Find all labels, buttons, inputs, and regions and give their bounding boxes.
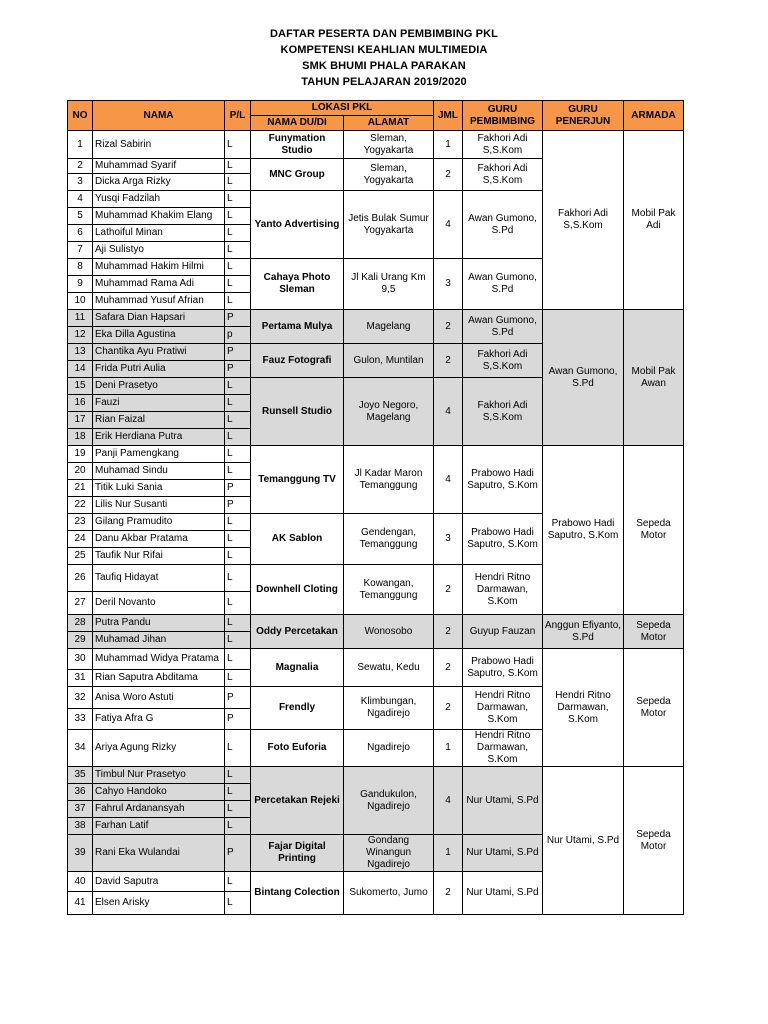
student-name: Muhammad Rama Adi: [93, 276, 225, 293]
header-jml: JML: [434, 101, 463, 131]
company-name: Cahaya Photo Sleman: [251, 259, 344, 310]
student-name: Muhammad Hakim Hilmi: [93, 259, 225, 276]
gender-cell: P: [225, 361, 251, 378]
header-alamat: ALAMAT: [344, 116, 434, 131]
row-number: 23: [68, 514, 93, 531]
company-name: Percetakan Rejeki: [251, 767, 344, 835]
student-name: Timbul Nur Prasetyo: [93, 767, 225, 784]
row-number: 16: [68, 395, 93, 412]
row-number: 26: [68, 565, 93, 592]
student-name: Taufiq Hidayat: [93, 565, 225, 592]
student-name: Yusqi Fadzilah: [93, 191, 225, 208]
field-teacher: Prabowo Hadi Saputro, S.Kom: [543, 446, 624, 615]
student-name: Erik Herdiana Putra: [93, 429, 225, 446]
company-address: Jl Kali Urang Km 9,5: [344, 259, 434, 310]
gender-cell: L: [225, 191, 251, 208]
header-no: NO: [68, 101, 93, 131]
vehicle-cell: Sepeda Motor: [624, 649, 684, 767]
row-number: 2: [68, 159, 93, 174]
title-line-2: KOMPETENSI KEAHLIAN MULTIMEDIA: [280, 44, 488, 56]
student-name: Anisa Woro Astuti: [93, 687, 225, 709]
company-name: Foto Euforia: [251, 730, 344, 767]
gender-cell: P: [225, 310, 251, 327]
student-name: Gilang Pramudito: [93, 514, 225, 531]
row-number: 9: [68, 276, 93, 293]
supervisor-name: Hendri Ritno Darmawan, S.Kom: [463, 687, 543, 730]
gender-cell: L: [225, 784, 251, 801]
student-name: Putra Pandu: [93, 615, 225, 632]
student-count: 2: [434, 687, 463, 730]
company-name: Magnalia: [251, 649, 344, 687]
student-count: 2: [434, 565, 463, 615]
gender-cell: L: [225, 649, 251, 670]
vehicle-cell: Mobil Pak Adi: [624, 131, 684, 310]
gender-cell: L: [225, 767, 251, 784]
company-address: Sukomerto, Jumo: [344, 872, 434, 915]
row-number: 32: [68, 687, 93, 709]
company-address: Gulon, Muntilan: [344, 344, 434, 378]
company-address: Gondang Winangun Ngadirejo: [344, 835, 434, 872]
field-teacher: Hendri Ritno Darmawan, S.Kom: [543, 649, 624, 767]
student-name: Elsen Arisky: [93, 892, 225, 915]
student-name: Safara Dian Hapsari: [93, 310, 225, 327]
row-number: 20: [68, 463, 93, 480]
supervisor-name: Hendri Ritno Darmawan, S.Kom: [463, 565, 543, 615]
student-name: Panji Pamengkang: [93, 446, 225, 463]
gender-cell: L: [225, 514, 251, 531]
gender-cell: L: [225, 818, 251, 835]
gender-cell: L: [225, 174, 251, 191]
row-number: 34: [68, 730, 93, 767]
gender-cell: L: [225, 131, 251, 159]
row-number: 4: [68, 191, 93, 208]
title-line-1: DAFTAR PESERTA DAN PEMBIMBING PKL: [270, 28, 498, 40]
gender-cell: L: [225, 632, 251, 649]
field-teacher: Nur Utami, S.Pd: [543, 767, 624, 915]
vehicle-cell: Sepeda Motor: [624, 767, 684, 915]
table-row: [68, 310, 684, 327]
row-number: 17: [68, 412, 93, 429]
row-number: 7: [68, 242, 93, 259]
company-address: Kowangan, Temanggung: [344, 565, 434, 615]
company-address: Ngadirejo: [344, 730, 434, 767]
student-name: Titik Luki Sania: [93, 480, 225, 497]
row-number: 40: [68, 872, 93, 892]
row-number: 18: [68, 429, 93, 446]
student-count: 4: [434, 767, 463, 835]
student-count: 2: [434, 615, 463, 649]
gender-cell: L: [225, 463, 251, 480]
row-number: 36: [68, 784, 93, 801]
table-row: [68, 649, 684, 670]
student-name: Rani Eka Wulandai: [93, 835, 225, 872]
field-teacher: Anggun Efiyanto, S.Pd: [543, 615, 624, 649]
header-guru-pembimbing: GURU PEMBIMBING: [463, 101, 543, 131]
student-name: Farhan Latif: [93, 818, 225, 835]
supervisor-name: Fakhori Adi S,S.Kom: [463, 131, 543, 159]
company-name: Pertama Mulya: [251, 310, 344, 344]
title-line-4: TAHUN PELAJARAN 2019/2020: [301, 76, 467, 88]
student-count: 1: [434, 835, 463, 872]
gender-cell: P: [225, 480, 251, 497]
participants-table: [67, 100, 684, 915]
supervisor-name: Awan Gumono, S.Pd: [463, 310, 543, 344]
student-name: Muhammad Yusuf Afrian: [93, 293, 225, 310]
document-title: [0, 26, 768, 90]
title-line-3: SMK BHUMI PHALA PARAKAN: [302, 60, 466, 72]
company-address: Jl Kadar Maron Temanggung: [344, 446, 434, 514]
row-number: 1: [68, 131, 93, 159]
row-number: 13: [68, 344, 93, 361]
student-count: 4: [434, 378, 463, 446]
company-name: Temanggung TV: [251, 446, 344, 514]
supervisor-name: Prabowo Hadi Saputro, S.Kom: [463, 649, 543, 687]
row-number: 39: [68, 835, 93, 872]
company-address: Gendengan, Temanggung: [344, 514, 434, 565]
gender-cell: L: [225, 242, 251, 259]
vehicle-cell: Sepeda Motor: [624, 615, 684, 649]
row-number: 38: [68, 818, 93, 835]
row-number: 41: [68, 892, 93, 915]
supervisor-name: Prabowo Hadi Saputro, S.Kom: [463, 446, 543, 514]
gender-cell: L: [225, 872, 251, 892]
company-address: Sleman, Yogyakarta: [344, 131, 434, 159]
supervisor-name: Nur Utami, S.Pd: [463, 767, 543, 835]
company-address: Sewatu, Kedu: [344, 649, 434, 687]
supervisor-name: Prabowo Hadi Saputro, S.Kom: [463, 514, 543, 565]
gender-cell: L: [225, 670, 251, 687]
student-name: Dicka Arga Rizky: [93, 174, 225, 191]
company-address: Jetis Bulak Sumur Yogyakarta: [344, 191, 434, 259]
row-number: 6: [68, 225, 93, 242]
header-armada: ARMADA: [624, 101, 684, 131]
supervisor-name: Awan Gumono, S.Pd: [463, 191, 543, 259]
student-count: 1: [434, 131, 463, 159]
supervisor-name: Fakhori Adi S,S.Kom: [463, 159, 543, 191]
header-guru-penerjun: GURU PENERJUN: [543, 101, 624, 131]
company-name: Fajar Digital Printing: [251, 835, 344, 872]
gender-cell: L: [225, 801, 251, 818]
student-name: Frida Putri Aulia: [93, 361, 225, 378]
row-number: 37: [68, 801, 93, 818]
supervisor-name: Hendri Ritno Darmawan, S.Kom: [463, 730, 543, 767]
row-number: 5: [68, 208, 93, 225]
gender-cell: L: [225, 615, 251, 632]
student-count: 4: [434, 191, 463, 259]
gender-cell: L: [225, 446, 251, 463]
student-name: Taufik Nur Rifai: [93, 548, 225, 565]
row-number: 15: [68, 378, 93, 395]
header-pl: P/L: [225, 101, 251, 131]
header-lokasi: LOKASI PKL: [251, 101, 434, 116]
student-name: Lilis Nur Susanti: [93, 497, 225, 514]
student-name: Muhamad Sindu: [93, 463, 225, 480]
company-name: Runsell Studio: [251, 378, 344, 446]
row-number: 31: [68, 670, 93, 687]
gender-cell: P: [225, 835, 251, 872]
company-address: Wonosobo: [344, 615, 434, 649]
student-name: Lathoiful Minan: [93, 225, 225, 242]
company-name: Funymation Studio: [251, 131, 344, 159]
student-count: 4: [434, 446, 463, 514]
gender-cell: L: [225, 548, 251, 565]
row-number: 27: [68, 592, 93, 615]
row-number: 8: [68, 259, 93, 276]
gender-cell: L: [225, 565, 251, 592]
student-name: Rian Saputra Abditama: [93, 670, 225, 687]
supervisor-name: Nur Utami, S.Pd: [463, 835, 543, 872]
student-name: Muhammad Widya Pratama: [93, 649, 225, 670]
header-nama-du: NAMA DU/DI: [251, 116, 344, 131]
student-count: 3: [434, 259, 463, 310]
student-name: Deril Novanto: [93, 592, 225, 615]
gender-cell: L: [225, 592, 251, 615]
gender-cell: P: [225, 497, 251, 514]
row-number: 10: [68, 293, 93, 310]
field-teacher: Awan Gumono, S.Pd: [543, 310, 624, 446]
company-address: Klimbungan, Ngadirejo: [344, 687, 434, 730]
gender-cell: L: [225, 276, 251, 293]
student-name: Aji Sulistyo: [93, 242, 225, 259]
gender-cell: L: [225, 159, 251, 174]
vehicle-cell: Sepeda Motor: [624, 446, 684, 615]
student-name: Eka Dilla Agustina: [93, 327, 225, 344]
row-number: 14: [68, 361, 93, 378]
student-name: Fahrul Ardanansyah: [93, 801, 225, 818]
student-name: Muhammad Syarif: [93, 159, 225, 174]
student-name: Ariya Agung Rizky: [93, 730, 225, 767]
student-count: 1: [434, 730, 463, 767]
gender-cell: L: [225, 395, 251, 412]
student-count: 2: [434, 344, 463, 378]
company-address: Gandukulon, Ngadirejo: [344, 767, 434, 835]
row-number: 28: [68, 615, 93, 632]
gender-cell: L: [225, 293, 251, 310]
student-name: Deni Prasetyo: [93, 378, 225, 395]
gender-cell: P: [225, 709, 251, 730]
company-name: Bintang Colection: [251, 872, 344, 915]
header-nama: NAMA: [93, 101, 225, 131]
row-number: 35: [68, 767, 93, 784]
vehicle-cell: Mobil Pak Awan: [624, 310, 684, 446]
company-name: AK Sablon: [251, 514, 344, 565]
table-row: [68, 131, 684, 159]
gender-cell: L: [225, 429, 251, 446]
company-address: Magelang: [344, 310, 434, 344]
student-count: 2: [434, 310, 463, 344]
student-name: Rizal Sabirin: [93, 131, 225, 159]
row-number: 12: [68, 327, 93, 344]
row-number: 11: [68, 310, 93, 327]
row-number: 19: [68, 446, 93, 463]
student-count: 3: [434, 514, 463, 565]
company-name: Frendly: [251, 687, 344, 730]
gender-cell: p: [225, 327, 251, 344]
gender-cell: L: [225, 225, 251, 242]
table-row: [68, 615, 684, 632]
student-name: Muhamad Jihan: [93, 632, 225, 649]
supervisor-name: Guyup Fauzan: [463, 615, 543, 649]
company-name: Fauz Fotografi: [251, 344, 344, 378]
supervisor-name: Awan Gumono, S.Pd: [463, 259, 543, 310]
company-address: Sleman, Yogyakarta: [344, 159, 434, 191]
row-number: 25: [68, 548, 93, 565]
row-number: 24: [68, 531, 93, 548]
student-name: Muhammad Khakim Elang: [93, 208, 225, 225]
gender-cell: L: [225, 892, 251, 915]
student-count: 2: [434, 872, 463, 915]
gender-cell: L: [225, 730, 251, 767]
student-name: Rian Faizal: [93, 412, 225, 429]
supervisor-name: Fakhori Adi S,S.Kom: [463, 378, 543, 446]
row-number: 29: [68, 632, 93, 649]
supervisor-name: Fakhori Adi S,S.Kom: [463, 344, 543, 378]
row-number: 22: [68, 497, 93, 514]
row-number: 30: [68, 649, 93, 670]
student-name: Fatiya Afra G: [93, 709, 225, 730]
table-row: [68, 446, 684, 463]
student-count: 2: [434, 649, 463, 687]
gender-cell: P: [225, 344, 251, 361]
student-name: Cahyo Handoko: [93, 784, 225, 801]
student-name: Chantika Ayu Pratiwi: [93, 344, 225, 361]
table-row: [68, 767, 684, 784]
gender-cell: L: [225, 412, 251, 429]
student-name: David Saputra: [93, 872, 225, 892]
supervisor-name: Nur Utami, S.Pd: [463, 872, 543, 915]
company-name: Yanto Advertising: [251, 191, 344, 259]
field-teacher: Fakhori Adi S,S.Kom: [543, 131, 624, 310]
company-name: Oddy Percetakan: [251, 615, 344, 649]
gender-cell: L: [225, 259, 251, 276]
row-number: 21: [68, 480, 93, 497]
student-name: Fauzi: [93, 395, 225, 412]
gender-cell: P: [225, 687, 251, 709]
company-name: MNC Group: [251, 159, 344, 191]
row-number: 33: [68, 709, 93, 730]
gender-cell: L: [225, 531, 251, 548]
company-name: Downhell Cloting: [251, 565, 344, 615]
company-address: Joyo Negoro, Magelang: [344, 378, 434, 446]
gender-cell: L: [225, 378, 251, 395]
gender-cell: L: [225, 208, 251, 225]
row-number: 3: [68, 174, 93, 191]
student-count: 2: [434, 159, 463, 191]
student-name: Danu Akbar Pratama: [93, 531, 225, 548]
